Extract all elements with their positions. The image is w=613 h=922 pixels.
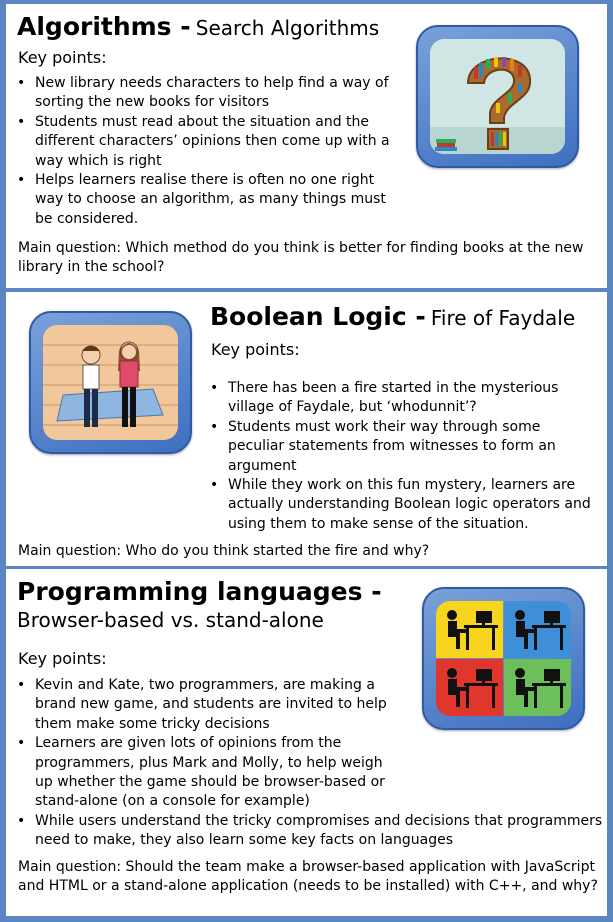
main-question: Main question: Who do you think started the fire and why?: [18, 543, 430, 559]
main-question: Main question: Which method do you think is better for finding books at the new library in the school?: [18, 240, 584, 276]
key-points-label: Key points:: [211, 340, 300, 359]
section-title-main: Boolean Logic -: [210, 302, 426, 331]
section-title-main: Algorithms -: [17, 12, 191, 41]
key-points-label: Key points:: [18, 649, 107, 668]
section-title: [17, 12, 379, 41]
programmers-at-desks-icon: [422, 587, 585, 730]
section-title: [17, 577, 382, 632]
list-item: • Students must work their way through some peculiar statements from witnesses to form an argument: [210, 418, 600, 476]
list-item: • There has been a fire started in the mysterious village of Faydale, but ‘whodunnit’?: [210, 379, 600, 418]
list-item: • New library needs characters to help find a way of sorting the new books for visitors: [17, 74, 403, 113]
section-subtitle: Fire of Faydale: [430, 306, 576, 330]
section-programming-languages: [6, 569, 607, 916]
section-boolean-logic: [6, 292, 607, 566]
section-algorithms: [6, 4, 607, 288]
question-mark-bookshelf-icon: [416, 25, 579, 168]
key-points-label: Key points:: [18, 48, 107, 67]
list-item: • While users understand the tricky compromises and decisions that programmers need to make, they also learn some key facts on languages: [17, 812, 603, 851]
list-item: • While they work on this fun mystery, learners are actually understanding Boolean logic operators and using them to make sense of the situation.: [210, 476, 600, 534]
list-item: • Students must read about the situation and the different characters’ opinions then come up with a way which is right: [17, 113, 403, 171]
section-subtitle: Search Algorithms: [195, 16, 380, 40]
key-points-list: [17, 74, 403, 229]
key-points-list: [210, 379, 600, 534]
main-question: Main question: Should the team make a browser-based application with JavaScript and HTML or a stand-alone application (needs to be installed) with C++, and why?: [18, 859, 598, 895]
list-item: • Learners are given lots of opinions from the programmers, plus Mark and Molly, to help weigh up whether the game should be browser-based or stand-alone (on a console for example): [17, 734, 397, 812]
list-item: • Helps learners realise there is often no one right way to choose an algorithm, as many things must be considered.: [17, 171, 403, 229]
section-title-main: Programming languages -: [17, 577, 382, 606]
section-subtitle: Browser-based vs. stand-alone: [17, 608, 324, 632]
section-title: [210, 302, 575, 331]
list-item: • Kevin and Kate, two programmers, are making a brand new game, and students are invited to help them make some tricky decisions: [17, 676, 397, 734]
suspects-lineup-icon: [29, 311, 192, 454]
